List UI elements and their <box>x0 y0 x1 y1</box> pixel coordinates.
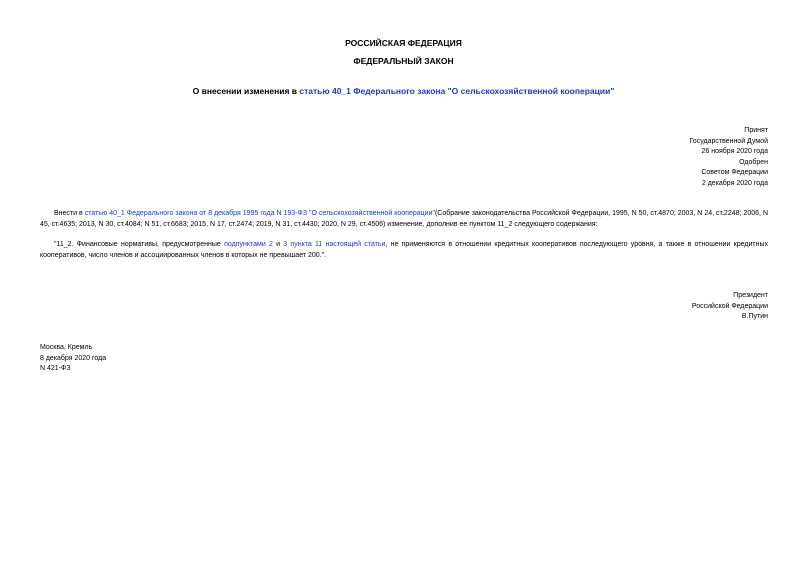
signature-block <box>692 291 768 323</box>
adoption-block <box>689 126 768 189</box>
law-article-link[interactable]: статью 40_1 Федерального закона от 8 декабря 1995 года N 193-ФЗ "О сельскохозяйственной кооперации" <box>84 210 435 217</box>
document-title <box>0 86 807 96</box>
title-prefix: О внесении изменения в <box>192 86 300 96</box>
paragraph-text: (Собрание законодательства Российской Федерации, 1995, N 50, ст.4870; 2003, N 24, ст.2248; 2006, N 45, ст.4635; 2013, N 30, ст.4084; N 51, ст.6683; 2015, N 17, ст.2474; 2019, N 31, ст.4430; 2020, N 29, ст.4506) изменение, дополнив ее пунктом 11_2 следующего содержания: <box>40 210 768 228</box>
paragraph-text: , не применяются в отношении кредитных кооперативов последующего уровня, а также в отношении кредитных кооперативов, число членов и ассоциированных членов в которых не превышает 200.". <box>40 241 768 259</box>
signer-title: Российской Федерации <box>691 302 768 310</box>
subparagraph-link[interactable]: подпунктами 2 <box>224 241 273 248</box>
paragraph-text: и <box>272 241 284 248</box>
signer-title: Президент <box>733 292 768 299</box>
law-number: N 421-ФЗ <box>40 365 71 372</box>
document-type: ФЕДЕРАЛЬНЫЙ ЗАКОН <box>353 56 454 66</box>
quoted-paragraph <box>40 239 768 261</box>
document-footer <box>40 343 106 375</box>
paragraph-text: "11_2. Финансовые нормативы, предусмотренные <box>54 241 225 248</box>
signing-place: Москва, Кремль <box>40 344 93 351</box>
signing-date: 8 декабря 2020 года <box>40 354 107 362</box>
approval-line: 2 декабря 2020 года <box>701 179 768 187</box>
adoption-line: Государственной Думой <box>689 137 768 145</box>
signer-name: В.Путин <box>741 313 768 320</box>
amendment-paragraph <box>40 208 768 230</box>
adoption-line: 26 ноября 2020 года <box>701 148 768 155</box>
document-country: РОССИЙСКАЯ ФЕДЕРАЦИЯ <box>345 38 462 48</box>
approval-line: Советом Федерации <box>701 169 768 176</box>
title-article-link[interactable]: статью 40_1 Федерального закона "О сельскохозяйственной кооперации" <box>299 86 615 96</box>
approval-line: Одобрен <box>739 158 768 166</box>
article-point-link[interactable]: 3 пункта 11 настоящей статьи <box>283 241 386 248</box>
adoption-line: Принят <box>744 127 768 134</box>
paragraph-text: Внести в <box>54 210 85 217</box>
